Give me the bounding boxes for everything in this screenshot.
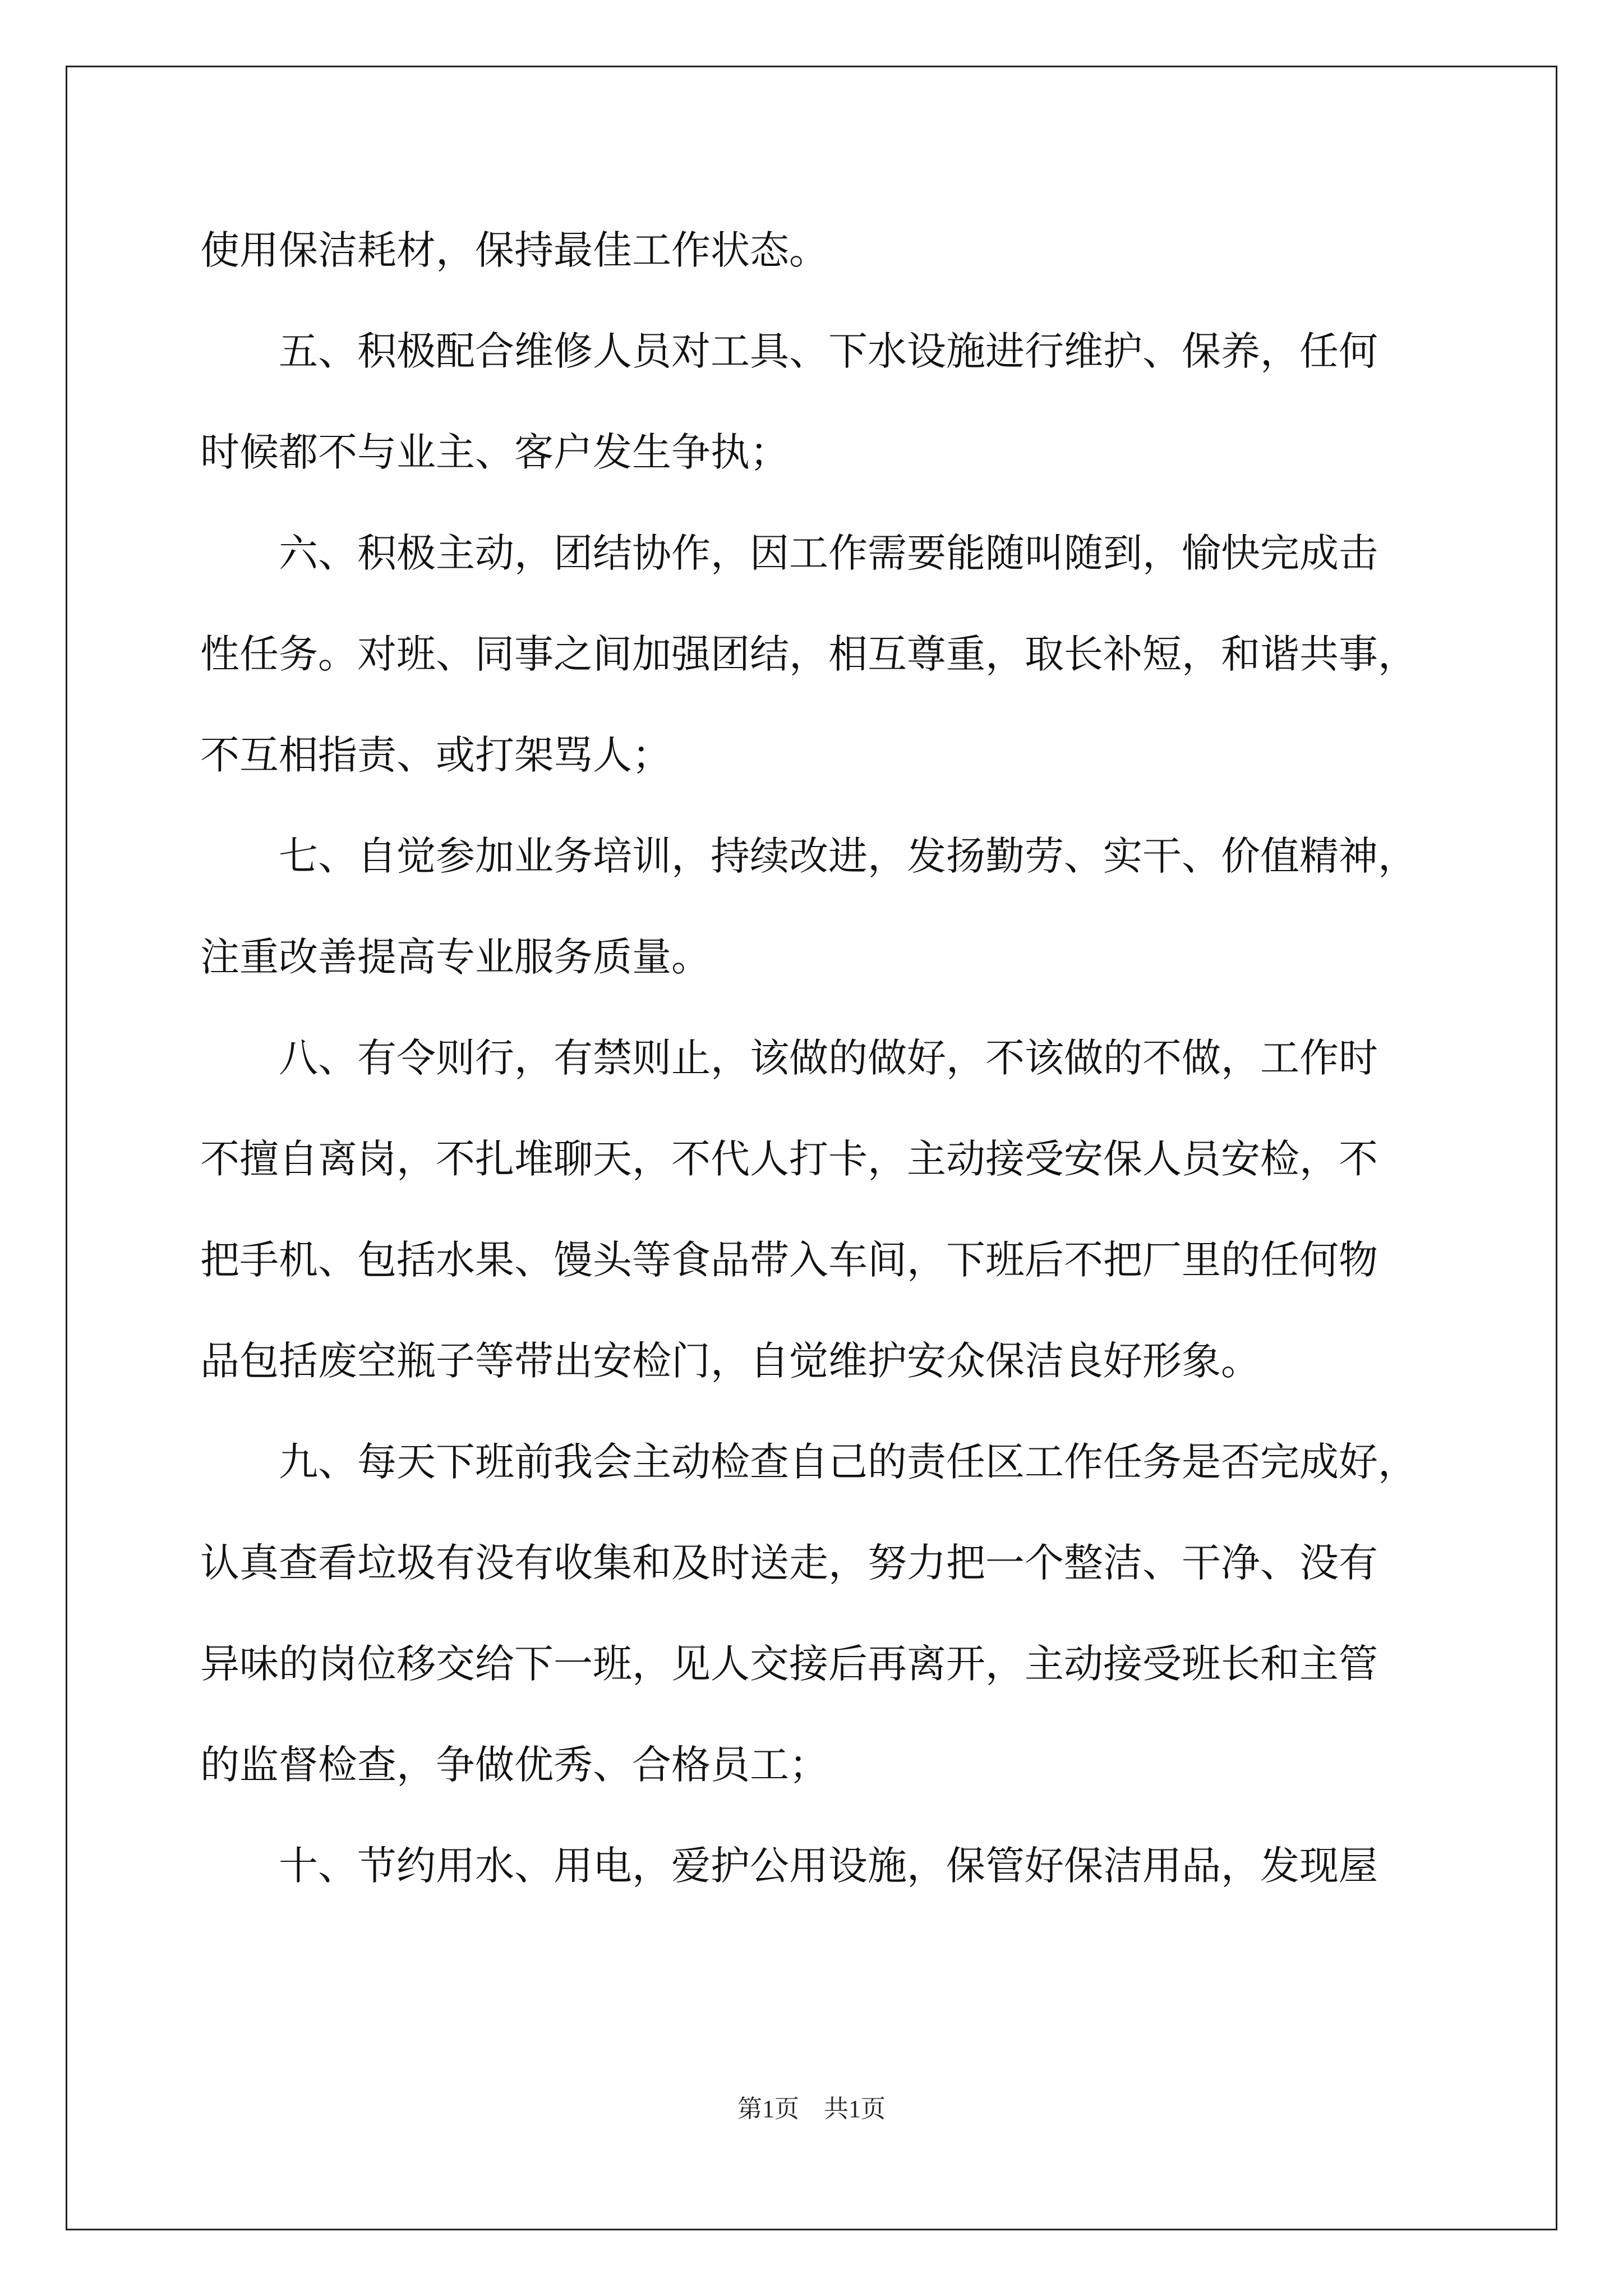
text-line: 时候都不与业主、客户发生争执； — [200, 429, 789, 475]
text-line: 不擅自离岗，不扎堆聊天，不代人打卡，主动接受安保人员安检，不 — [200, 1136, 1378, 1182]
text-line: 六、积极主动，团结协作，因工作需要能随叫随到，愉快完成击 — [200, 530, 1378, 576]
text-line: 八、有令则行，有禁则止，该做的做好，不该做的不做，工作时 — [200, 1035, 1378, 1081]
document-body — [200, 200, 1434, 1916]
text-line: 九、每天下班前我会主动检查自己的责任区工作任务是否完成好， — [200, 1439, 1417, 1485]
text-line: 品包括废空瓶子等带出安检门，自觉维护安众保洁良好形象。 — [200, 1338, 1260, 1384]
text-line: 异味的岗位移交给下一班，见人交接后再离开，主动接受班长和主管 — [200, 1641, 1378, 1687]
text-line: 十、节约用水、用电，爱护公用设施，保管好保洁用品，发现屋 — [200, 1843, 1378, 1889]
text-line: 的监督检查，争做优秀、合格员工； — [200, 1742, 828, 1788]
text-line: 使用保洁耗材，保持最佳工作状态。 — [200, 227, 828, 273]
text-line: 认真查看垃圾有没有收集和及时送走，努力把一个整洁、干净、没有 — [200, 1540, 1378, 1586]
text-line: 七、自觉参加业务培训，持续改进，发扬勤劳、实干、价值精神， — [200, 833, 1417, 879]
text-line: 不互相指责、或打架骂人； — [200, 732, 671, 778]
text-line: 把手机、包括水果、馒头等食品带入车间，下班后不把厂里的任何物 — [200, 1237, 1378, 1283]
text-line: 五、积极配合维修人员对工具、下水设施进行维护、保养，任何 — [200, 328, 1378, 374]
page-number-footer: 第1页 共1页 — [737, 2095, 886, 2123]
text-line: 性任务。对班、同事之间加强团结，相互尊重，取长补短，和谐共事， — [200, 631, 1417, 677]
text-line: 注重改善提高专业服务质量。 — [200, 934, 711, 980]
